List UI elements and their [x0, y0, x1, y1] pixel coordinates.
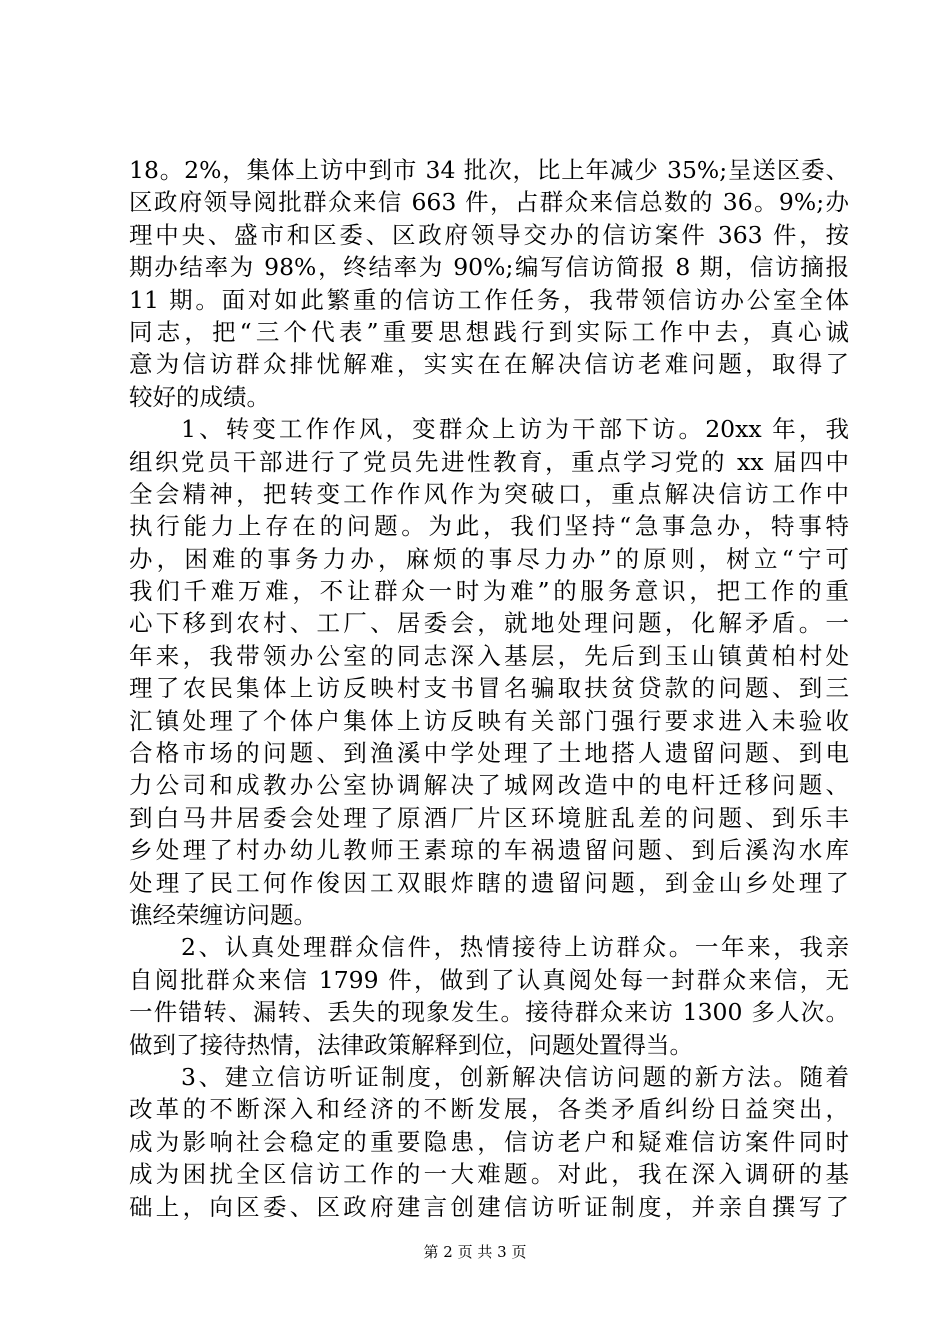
text-line: 执行能力上存在的问题。为此，我们坚持“急事急办，特事特: [129, 512, 849, 541]
text-line: 18。2%，集体上访中到市 34 批次，比上年减少 35%;呈送区委、: [129, 156, 849, 184]
text-line: 理中央、盛市和区委、区政府领导交办的信访案件 363 件，按: [129, 220, 849, 249]
text-line: 一件错转、漏转、丢失的现象发生。接待群众来访 1300 多人次。: [129, 998, 849, 1027]
text-line: 处理了民工何作俊因工双眼炸瞎的遗留问题，到金山乡处理了: [129, 868, 849, 897]
text-line: 自阅批群众来信 1799 件，做到了认真阅处每一封群众来信，无: [129, 965, 849, 994]
text-line: 全会精神，把转变工作作风作为突破口，重点解决信访工作中: [129, 479, 849, 508]
text-line: 到白马井居委会处理了原酒厂片区环境脏乱差的问题、到乐丰: [129, 803, 849, 832]
text-line: 理了农民集体上访反映村支书冒名骗取扶贫贷款的问题、到三: [129, 674, 849, 703]
paragraph-first-line: 1、转变工作作风，变群众上访为干部下访。20xx 年，我: [181, 415, 849, 444]
text-line: 较好的成绩。: [129, 382, 270, 411]
text-line: 心下移到农村、工厂、居委会，就地处理问题，化解矛盾。一: [129, 609, 849, 638]
text-line: 成为困扰全区信访工作的一大难题。对此，我在深入调研的基: [129, 1160, 849, 1189]
text-line: 力公司和成教办公室协调解决了城网改造中的电杆迁移问题、: [129, 771, 849, 800]
text-line: 区政府领导阅批群众来信 663 件，占群众来信总数的 36。9%;办: [129, 188, 849, 217]
paragraph-first-line: 2、认真处理群众信件，热情接待上访群众。一年来，我亲: [181, 933, 849, 962]
text-line: 汇镇处理了个体户集体上访反映有关部门强行要求进入未验收: [129, 706, 849, 735]
text-line: 办，困难的事务力办，麻烦的事尽力办”的原则，树立“宁可: [129, 544, 849, 573]
page-number: 第 2 页 共 3 页: [423, 1243, 527, 1261]
page-footer: [0, 1241, 950, 1262]
text-line: 11 期。面对如此繁重的信访工作任务，我带领信访办公室全体: [129, 285, 849, 314]
text-line: 乡处理了村办幼儿教师王素琼的车祸遗留问题、到后溪沟水库: [129, 836, 849, 865]
text-line: 年来，我带领办公室的同志深入基层，先后到玉山镇黄柏村处: [129, 641, 849, 670]
text-line: 组织党员干部进行了党员先进性教育，重点学习党的 xx 届四中: [129, 447, 849, 476]
body-text: [129, 154, 849, 1223]
text-line: 做到了接待热情，法律政策解释到位，问题处置得当。: [129, 1030, 693, 1059]
text-line: 期办结率为 98%，终结率为 90%;编写信访简报 8 期，信访摘报: [129, 253, 849, 282]
text-line: 合格市场的问题、到渔溪中学处理了土地搭人遗留问题、到电: [129, 739, 849, 768]
text-line: 改革的不断深入和经济的不断发展，各类矛盾纠纷日益突出，: [129, 1095, 849, 1124]
text-line: 同志，把“三个代表”重要思想践行到实际工作中去，真心诚: [129, 317, 849, 346]
text-line: 谯经荣缠访问题。: [129, 900, 317, 929]
paragraph-first-line: 3、建立信访听证制度，创新解决信访问题的新方法。随着: [181, 1062, 849, 1091]
text-line: 础上，向区委、区政府建言创建信访听证制度，并亲自撰写了: [129, 1192, 849, 1221]
text-line: 意为信访群众排忧解难，实实在在解决信访老难问题，取得了: [129, 350, 849, 379]
text-line: 我们千难万难，不让群众一时为难”的服务意识，把工作的重: [129, 577, 849, 606]
text-line: 成为影响社会稳定的重要隐患，信访老户和疑难信访案件同时: [129, 1127, 849, 1156]
